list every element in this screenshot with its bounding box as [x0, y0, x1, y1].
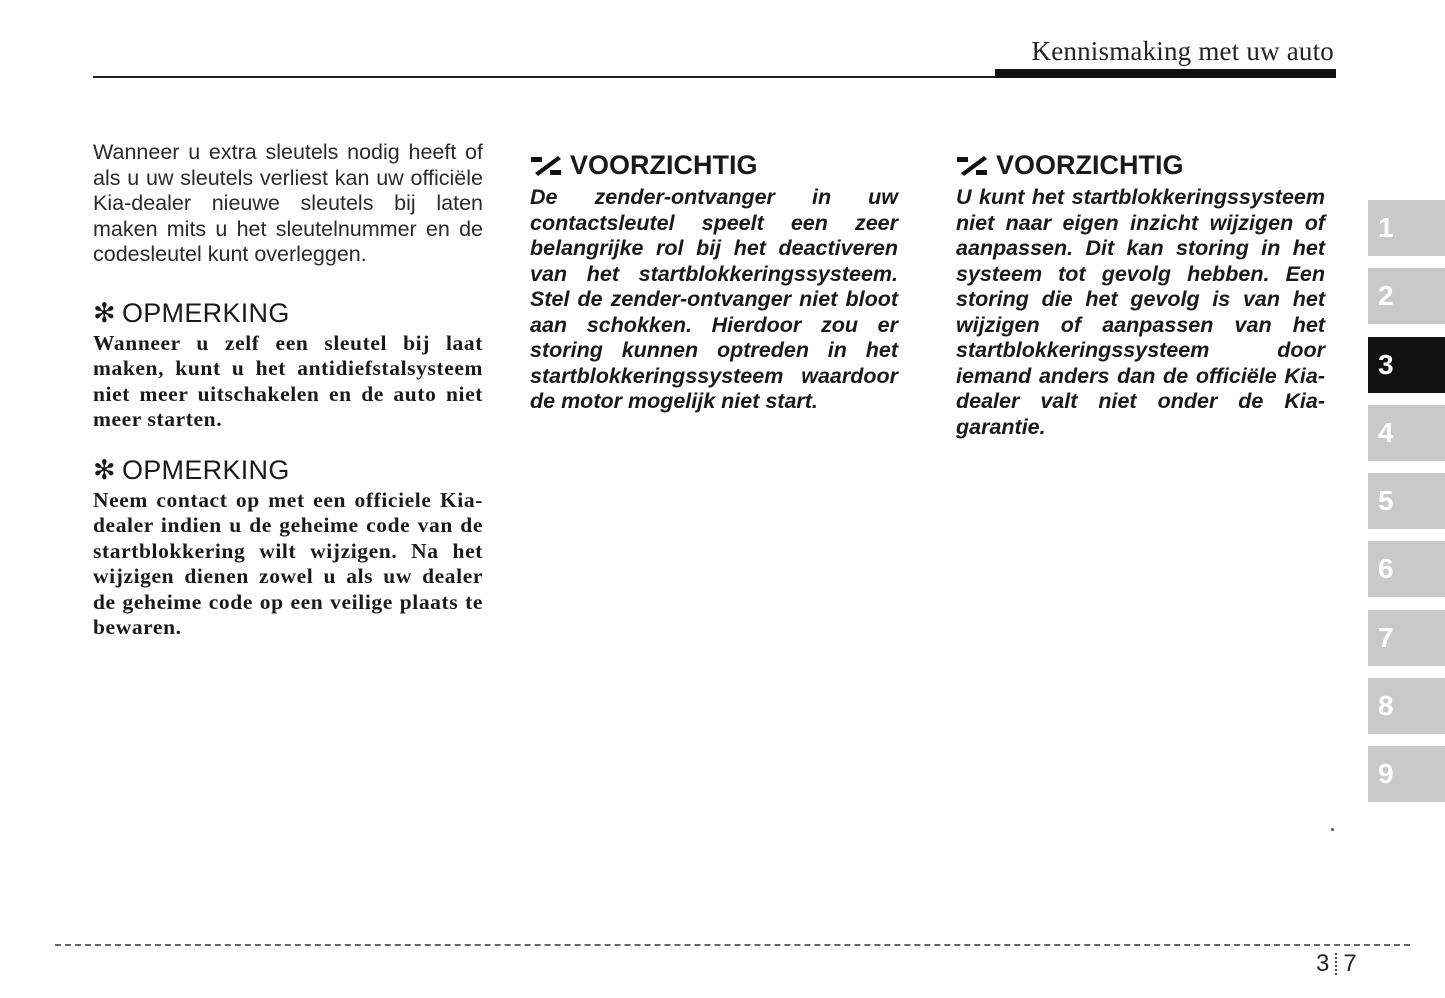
caution-heading-1: [530, 150, 898, 181]
caution-paragraph-1: De zender-ontvanger in uw contactsleutel speelt een zeer belangrijke rol bij het deactiveren van het startblokkeringssysteem. Stel de zender-ontvanger niet bloot aan schokken. Hierdoor zou er storing kunnen optreden in het startblokkeringssysteem waardoor de motor mogelijk niet start.: [530, 185, 898, 413]
page-index: 7: [1343, 950, 1357, 977]
note-heading-label: OPMERKING: [121, 454, 290, 485]
chapter-tab-7[interactable]: 7: [1368, 610, 1445, 666]
chapter-tab-8[interactable]: 8: [1368, 678, 1445, 734]
chapter-tab-6[interactable]: 6: [1368, 541, 1445, 597]
page-header-title: Kennismaking met uw auto: [1031, 36, 1334, 66]
note-heading-1: [93, 298, 483, 329]
column-middle: [530, 150, 898, 415]
footer-rule: [55, 944, 1410, 946]
note-paragraph-2: Neem contact op met een officiele Kia-dealer indien u de geheime code van de startblokkering wilt wijzigen. Na het wijzigen dienen zowel u als uw dealer de geheime code op een veilige plaats te bewaren.: [93, 487, 483, 639]
column-left: [93, 140, 483, 641]
chapter-tab-3[interactable]: 3: [1368, 337, 1445, 393]
caution-icon: [530, 154, 562, 178]
header-rule-accent: [995, 69, 1336, 78]
chapter-tab-1[interactable]: 1: [1368, 200, 1445, 256]
caution-heading-2: [956, 150, 1325, 181]
column-right: [956, 150, 1325, 440]
asterisk-icon: ✻: [93, 454, 116, 485]
note-heading-2: [93, 455, 483, 486]
asterisk-icon: ✻: [93, 297, 116, 328]
intro-paragraph: Wanneer u extra sleutels nodig heeft of als u uw sleutels verliest kan uw officiële Kia-dealer nieuwe sleutels bij laten maken mits u het sleutelnummer en de codesleutel kunt overleggen.: [93, 140, 483, 266]
chapter-tab-5[interactable]: 5: [1368, 473, 1445, 529]
caution-heading-label: VOORZICHTIG: [996, 150, 1184, 180]
caution-paragraph-2: U kunt het startblokkeringssysteem niet naar eigen inzicht wijzigen of aanpassen. Dit kan storing in het systeem tot gevolg hebben. Een storing die het gevolg is van het wijzigen of aanpassen van het startblokkeringssysteem door iemand anders dan de officiële Kia-dealer valt niet onder de Kia-garantie.: [956, 185, 1325, 439]
chapter-tab-9[interactable]: 9: [1368, 746, 1445, 802]
print-dot: [1331, 828, 1334, 831]
chapter-tab-4[interactable]: 4: [1368, 405, 1445, 461]
page-chapter: 3: [1316, 950, 1330, 977]
page-separator: [1335, 953, 1337, 975]
note-paragraph-1: Wanneer u zelf een sleutel bij laat maken, kunt u het antidiefstalsysteem niet meer uitschakelen en de auto niet meer starten.: [93, 330, 483, 431]
note-heading-label: OPMERKING: [121, 297, 290, 328]
caution-icon: [956, 154, 988, 178]
chapter-tabs: [1368, 200, 1445, 815]
page-number: [1316, 950, 1357, 978]
chapter-tab-2[interactable]: 2: [1368, 268, 1445, 324]
caution-heading-label: VOORZICHTIG: [570, 150, 758, 180]
